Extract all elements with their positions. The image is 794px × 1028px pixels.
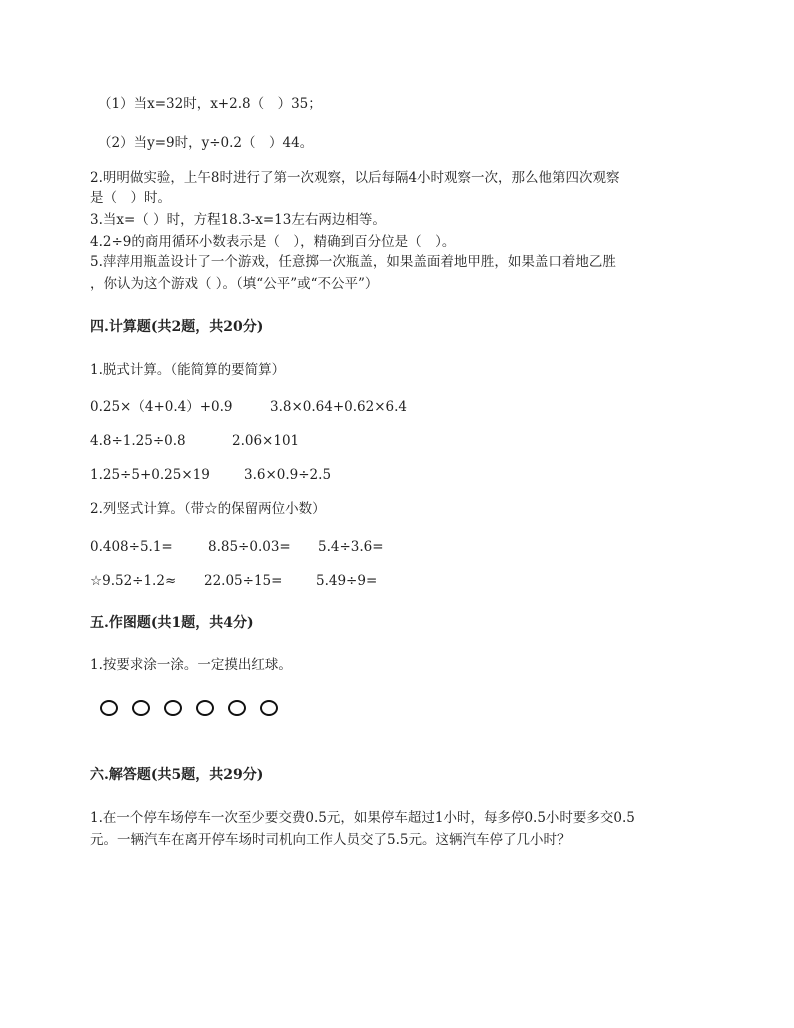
section-4-q2-title: 2.列竖式计算。（带☆的保留两位小数） bbox=[90, 501, 326, 517]
question-1-sub-2: （2）当y=9时，y÷0.2（ ）44。 bbox=[98, 135, 314, 151]
section-4-q1-title: 1.脱式计算。（能简算的要简算） bbox=[90, 362, 286, 378]
section-6-title: 六.解答题(共5题，共29分) bbox=[90, 767, 264, 783]
section-5-title: 五.作图题(共1题，共4分) bbox=[90, 615, 254, 631]
calc-expression: 4.8÷1.25÷0.8 bbox=[90, 433, 186, 449]
calc-expression: 8.85÷0.03= bbox=[208, 539, 291, 555]
calc-expression: ☆9.52÷1.2≈ bbox=[90, 573, 177, 589]
calc-expression: 5.4÷3.6= bbox=[318, 539, 384, 555]
section-5-q1-title: 1.按要求涂一涂。一定摸出红球。 bbox=[90, 657, 292, 673]
section-4-title: 四.计算题(共2题，共20分) bbox=[90, 319, 264, 335]
question-5-line-1: 5.萍萍用瓶盖设计了一个游戏，任意掷一次瓶盖，如果盖面着地甲胜，如果盖口着地乙胜 bbox=[90, 254, 616, 270]
ball-circle[interactable] bbox=[228, 700, 246, 716]
question-2-line-2: 是（ ）时。 bbox=[90, 190, 171, 206]
calc-expression: 5.49÷9= bbox=[316, 573, 378, 589]
question-2-line-1: 2.明明做实验，上午8时进行了第一次观察，以后每隔4小时观察一次，那么他第四次观察 bbox=[90, 170, 620, 186]
ball-circle[interactable] bbox=[132, 700, 150, 716]
section-6-q1-line-1: 1.在一个停车场停车一次至少要交费0.5元，如果停车超过1小时，每多停0.5小时要多交0.5 bbox=[90, 810, 635, 826]
question-5-line-2: ，你认为这个游戏（ ）。（填“公平”或“不公平”） bbox=[90, 276, 379, 292]
question-3: 3.当x=（ ）时，方程18.3-x=13左右两边相等。 bbox=[90, 212, 386, 228]
calc-expression: 22.05÷15= bbox=[204, 573, 283, 589]
calc-expression: 3.8×0.64+0.62×6.4 bbox=[270, 399, 407, 415]
ball-circle[interactable] bbox=[164, 700, 182, 716]
calc-expression: 1.25÷5+0.25×19 bbox=[90, 467, 210, 483]
ball-circle[interactable] bbox=[260, 700, 278, 716]
question-1-sub-1: （1）当x=32时，x+2.8（ ）35； bbox=[98, 96, 322, 112]
ball-circle[interactable] bbox=[196, 700, 214, 716]
section-6-q1-line-2: 元。一辆汽车在离开停车场时司机向工作人员交了5.5元。这辆汽车停了几小时？ bbox=[90, 832, 571, 848]
calc-expression: 0.408÷5.1= bbox=[90, 539, 173, 555]
calc-expression: 2.06×101 bbox=[232, 433, 300, 449]
calc-expression: 3.6×0.9÷2.5 bbox=[244, 467, 332, 483]
ball-circle[interactable] bbox=[100, 700, 118, 716]
calc-expression: 0.25×（4+0.4）+0.9 bbox=[90, 399, 233, 415]
question-4: 4.2÷9的商用循环小数表示是（ ），精确到百分位是（ ）。 bbox=[90, 234, 456, 250]
